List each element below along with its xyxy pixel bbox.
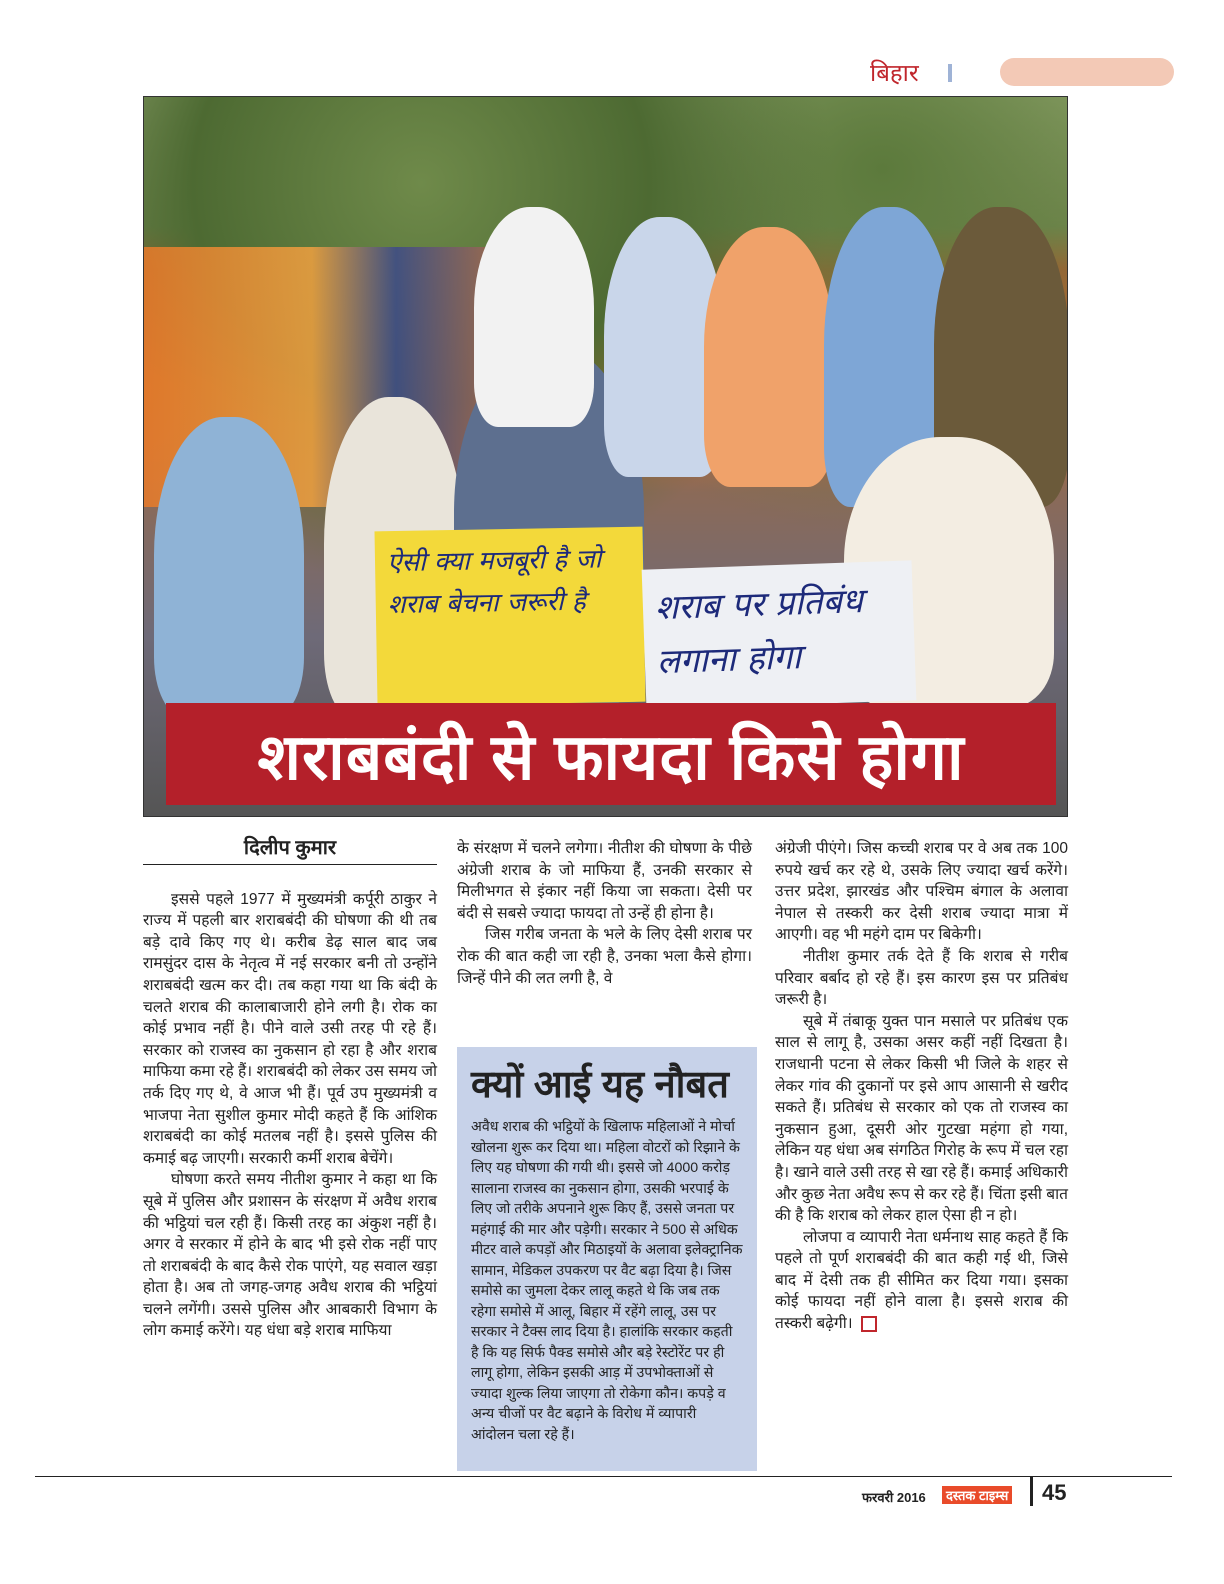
paragraph: के संरक्षण में चलने लगेगा। नीतीश की घोषणा के पीछे अंग्रेजी शराब के जो माफिया हैं, उनकी सरकार से मिलीभगत से इंकार नहीं किया जा सकता। देसी पर बंदी से सबसे ज्यादा फायदा तो उन्हें ही होना है। xyxy=(457,840,752,922)
article-column-2 xyxy=(457,838,752,989)
protester xyxy=(154,417,304,717)
magazine-logo: दस्तक टाइम्स xyxy=(942,1486,1012,1504)
issue-date: फरवरी 2016 xyxy=(862,1490,926,1505)
paragraph: जिस गरीब जनता के भले के लिए देसी शराब पर रोक की बात कही जा रही है, उनका भला कैसे होगा। जिन्हें पीने की लत लगी है, वे xyxy=(457,926,752,987)
section-label: बिहार xyxy=(870,60,919,87)
sidebar-box-title: क्यों आई यह नौबत xyxy=(471,1064,729,1106)
paragraph-text: लोजपा व व्यापारी नेता धर्मनाथ साह कहते हैं कि पहले तो पूर्ण शराबबंदी की बात कही गई थी, जिसे बाद में देसी तक ही सीमित कर दिया गया। इसका कोई फायदा नहीं होने वाला है। इससे शराब की तस्करी बढ़ेगी। xyxy=(775,1228,1068,1333)
sidebar-box xyxy=(457,1047,757,1471)
protester xyxy=(704,227,834,487)
end-of-article-icon xyxy=(861,1316,877,1332)
sidebar-box-body: अवैध शराब की भट्ठियों के खिलाफ महिलाओं ने मोर्चा खोलना शुरू कर दिया था। महिला वोटरों को रिझाने के लिए यह घोषणा की गयी थी। इससे जो 4000 करोड़ सालाना राजस्व का नुकसान होगा, उसकी भरपाई के लिए जो तरीके अपनाने शुरू किए हैं, उससे जनता पर महंगाई की मार और पड़ेगी। सरकार ने 500 से अधिक मीटर वाले कपड़ों और मिठाइयों के अलावा इलेक्ट्रानिक सामान, मेडिकल उपकरण पर वैट बढ़ा दिया है। जिस समोसे का जुमला देकर लालू कहते थे कि जब तक रहेगा समोसे में आलू, बिहार में रहेंगे लालू, उस पर सरकार ने टैक्स लाद दिया है। हालांकि सरकार कहती है कि यह सिर्फ पैक्ड समोसे और बड़े रेस्टोरेंट पर ही लागू होगा, लेकिन इसकी आड़ में उपभोक्ताओं से ज्यादा शुल्क लिया जाएगा तो रोकेगा कौन। कपड़े व अन्य चीजों पर वैट बढ़ाने के विरोध में व्यापारी आंदोलन चला रहे हैं। xyxy=(471,1119,743,1443)
paragraph: अंग्रेजी पीएंगे। जिस कच्ची शराब पर वे अब तक 100 रुपये खर्च कर रहे थे, उसके लिए ज्यादा खर्च करेंगे। उत्तर प्रदेश, झारखंड और पश्चिम बंगाल के अलावा नेपाल से तस्करी कर देसी शराब ज्यादा मात्रा में आएगी। वह भी महंगे दाम पर बिकेगी। xyxy=(775,840,1068,944)
paragraph: सूबे में तंबाकू युक्त पान मसाले पर प्रतिबंध एक साल से लागू है, उसका असर कहीं नहीं दिखता है। राजधानी पटना से लेकर किसी भी जिले के शहर से लेकर गांव की दुकानों पर इसे आप आसानी से खरीद सकते हैं। प्रतिबंध से सरकार को एक तो राजस्व का नुकसान हुआ, दूसरी ओर गुटखा महंगा हो गया, लेकिन यह धंधा अब संगठित गिरोह के रूप में चल रहा है। खाने वाले उसी तरह से खा रहे हैं। कमाई अधिकारी और कुछ नेता अवैध रूप से कर रहे हैं। चिंता इसी बात की है कि शराब को लेकर हाल ऐसा ही न हो। xyxy=(775,1012,1068,1225)
byline: दिलीप कुमार xyxy=(143,838,437,865)
placard-white: शराब पर प्रतिबंध लगाना होगा xyxy=(642,560,917,709)
headline: शराबबंदी से फायदा किसे होगा xyxy=(257,720,965,793)
footer-divider xyxy=(35,1476,1172,1477)
footer-separator xyxy=(1030,1476,1033,1506)
paragraph: इससे पहले 1977 में मुख्यमंत्री कर्पूरी ठाकुर ने राज्य में पहली बार शराबबंदी की घोषणा की थी तब बड़े दावे किए गए थे। करीब डेढ़ साल बाद जब रामसुंदर दास के नेतृत्व में नई सरकार बनी तो उन्होंने शराबबंदी खत्म कर दी। तब कहा गया था कि बंदी के चलते शराब की कालाबाजारी होने लगी है। रोक का कोई प्रभाव नहीं है। पीने वाले उसी तरह पी रहे हैं। सरकार को राजस्व का नुकसान हो रहा है और शराब माफिया कमा रहे हैं। शराबबंदी को लेकर उस समय जो तर्क दिए गए थे, वे आज भी हैं। पूर्व उप मुख्यमंत्री व भाजपा नेता सुशील कुमार मोदी कहते हैं कि आंशिक शराबबंदी का कोई मतलब नहीं है। इससे पुलिस की कमाई बढ़ जाएगी। सरकारी कर्मी शराब बेचेंगे। xyxy=(143,890,437,1167)
section-decoration xyxy=(1000,58,1174,86)
paragraph: नीतीश कुमार तर्क देते हैं कि शराब से गरीब परिवार बर्बाद हो रहे हैं। इस कारण इस पर प्रतिबंध जरूरी है। xyxy=(775,947,1068,1009)
article-column-1 xyxy=(143,838,437,1342)
paragraph xyxy=(775,1227,1068,1335)
headline-banner xyxy=(166,703,1056,805)
lead-photo xyxy=(143,96,1068,817)
section-divider xyxy=(948,64,952,82)
article-column-3 xyxy=(775,838,1068,1335)
protester xyxy=(474,207,594,427)
paragraph: घोषणा करते समय नीतीश कुमार ने कहा था कि सूबे में पुलिस और प्रशासन के संरक्षण में अवैध शराब की भट्ठियां चल रही हैं। किसी तरह का अंकुश नहीं है। अगर वे सरकार में होने के बाद भी इसे रोक नहीं पाए तो शराबबंदी के बाद कैसे रोक पाएंगे, यह सवाल खड़ा होता है। अब तो जगह-जगह अवैध शराब की भट्ठियां चलने लगेंगी। उससे पुलिस और आबकारी विभाग के लोग कमाई करेंगे। यह धंधा बड़े शराब माफिया xyxy=(143,1171,437,1340)
placard-yellow: ऐसी क्या मजबूरी है जो शराब बेचना जरूरी है xyxy=(374,527,645,707)
page-number: 45 xyxy=(1042,1480,1067,1505)
